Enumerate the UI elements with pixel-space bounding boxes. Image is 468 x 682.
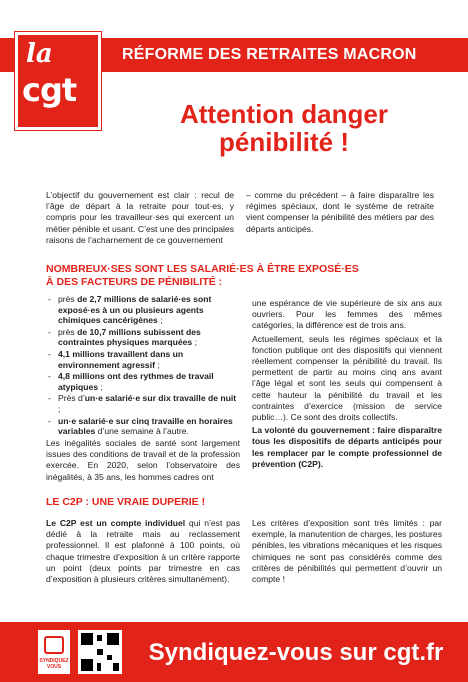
- intro-left-text: L’objectif du gouvernement est clair : recul de l’âge de départ à la retraite pour tout·es, y compris pour les travailleur·ses qui exercent un métier pénible et usant. C’est une des principales raisons de l’acharnement de ce gouvernement: [46, 190, 234, 245]
- section1-heading: [46, 263, 426, 289]
- intro-right-column: [246, 190, 434, 237]
- main-title-line2: pénibilité !: [219, 127, 349, 157]
- list-item: - 4,1 millions travaillent dans un environnement agressif ;: [48, 348, 184, 370]
- logo-la: la: [26, 39, 53, 69]
- intro-left-column: [46, 190, 234, 248]
- badge-text: SYNDIQUEZ VOUS: [39, 658, 69, 670]
- logo-cgt: cgt: [22, 71, 77, 109]
- qr-code-icon[interactable]: [78, 630, 122, 674]
- header-title: RÉFORME DES RETRAITES MACRON: [122, 46, 417, 63]
- c2p-bold-lead: Le C2P est un compte individuel: [46, 518, 186, 528]
- section2-heading: LE C2P : UNE VRAIE DUPERIE !: [46, 496, 206, 508]
- main-title-line1: Attention danger: [180, 99, 388, 129]
- criteria-text: Les critères d’exposition sont très limités : par exemple, la manutention de charges, les postures pénibles, les vibrations mécaniques et les risques chimiques ne sont pas considérés comme des critères de pénibilités qui permettent d’ouvrir un compte !: [252, 518, 442, 585]
- main-title: [120, 100, 448, 156]
- list-item: - un·e salarié·e sur cinq travaille en horaires variables d’une semaine à l’autre.: [48, 415, 233, 437]
- inequalities-paragraph: Les inégalités sociales de santé sont largement issues des conditions de travail et de la profession exercée. En 2020, selon l’observatoire des inégalités, à 35 ans, les hommes cadres ont: [46, 438, 240, 482]
- c2p-right-column: [252, 518, 442, 587]
- life-expectancy-text: une espérance de vie supérieure de six ans aux ouvriers. Pour les femmes des mêmes catégories, la différence est de trois ans.: [252, 298, 442, 331]
- section1-right-column: [252, 298, 442, 472]
- list-item: - près de 10,7 millions subissent des contraintes physiques marquées ;: [48, 326, 201, 348]
- footer-band: [0, 622, 468, 682]
- list-item: - près de 2,7 millions de salarié·es sont exposé·es à un ou plusieurs agents chimiques cancérigènes ;: [48, 294, 212, 326]
- footer-cta[interactable]: Syndiquez-vous sur cgt.fr: [148, 639, 444, 666]
- syndicate-badge-icon: [38, 630, 70, 674]
- hand-icon: [44, 636, 64, 654]
- section1-heading-line2: À DES FACTEURS DE PÉNIBILITÉ :: [46, 276, 223, 288]
- list-item: - Près d’un·e salarié·e sur dix travaille de nuit ;: [48, 393, 237, 414]
- section1-heading-line1: NOMBREUX·SES SONT LES SALARIÉ·ES À ÊTRE EXPOSÉ·ES: [46, 263, 359, 275]
- list-item: - 4,8 millions ont des rythmes de travail atypiques ;: [48, 371, 214, 392]
- exposure-list: [46, 294, 240, 438]
- intro-right-text: – comme du précédent – à faire disparaître les régimes spéciaux, dont le système de retraite vient compenser la pénibilité des métiers par des départs anticipés.: [246, 190, 434, 234]
- cgt-logo: [15, 32, 101, 130]
- government-will-text: La volonté du gouvernement : faire disparaître tous les dispositifs de départs anticipés pour les remplacer par le compte professionnel de prévention (C2P).: [252, 425, 442, 469]
- c2p-left-column: Le C2P est un compte individuel qui n’est pas dédié à la retraite mais au reclassement professionnel. Il est plafonné à 100 points, où chaque trimestre d’exposition à un critère rapporte un point (deux points par trimestre en cas d’exposition à plusieurs critères simultanément).: [46, 518, 240, 585]
- special-regimes-text: Actuellement, seuls les régimes spéciaux et la fonction publique ont des dispositifs qui viennent réellement compenser la pénibilité du travail. Ils permettent de partir au moins cinq ans avant l’âge légal et sont les seuls qui compensent à cette hauteur la pénibilité du travail et les contraintes d’exercice (mission de service public…). Ce sont des droits collectifs.: [252, 333, 442, 423]
